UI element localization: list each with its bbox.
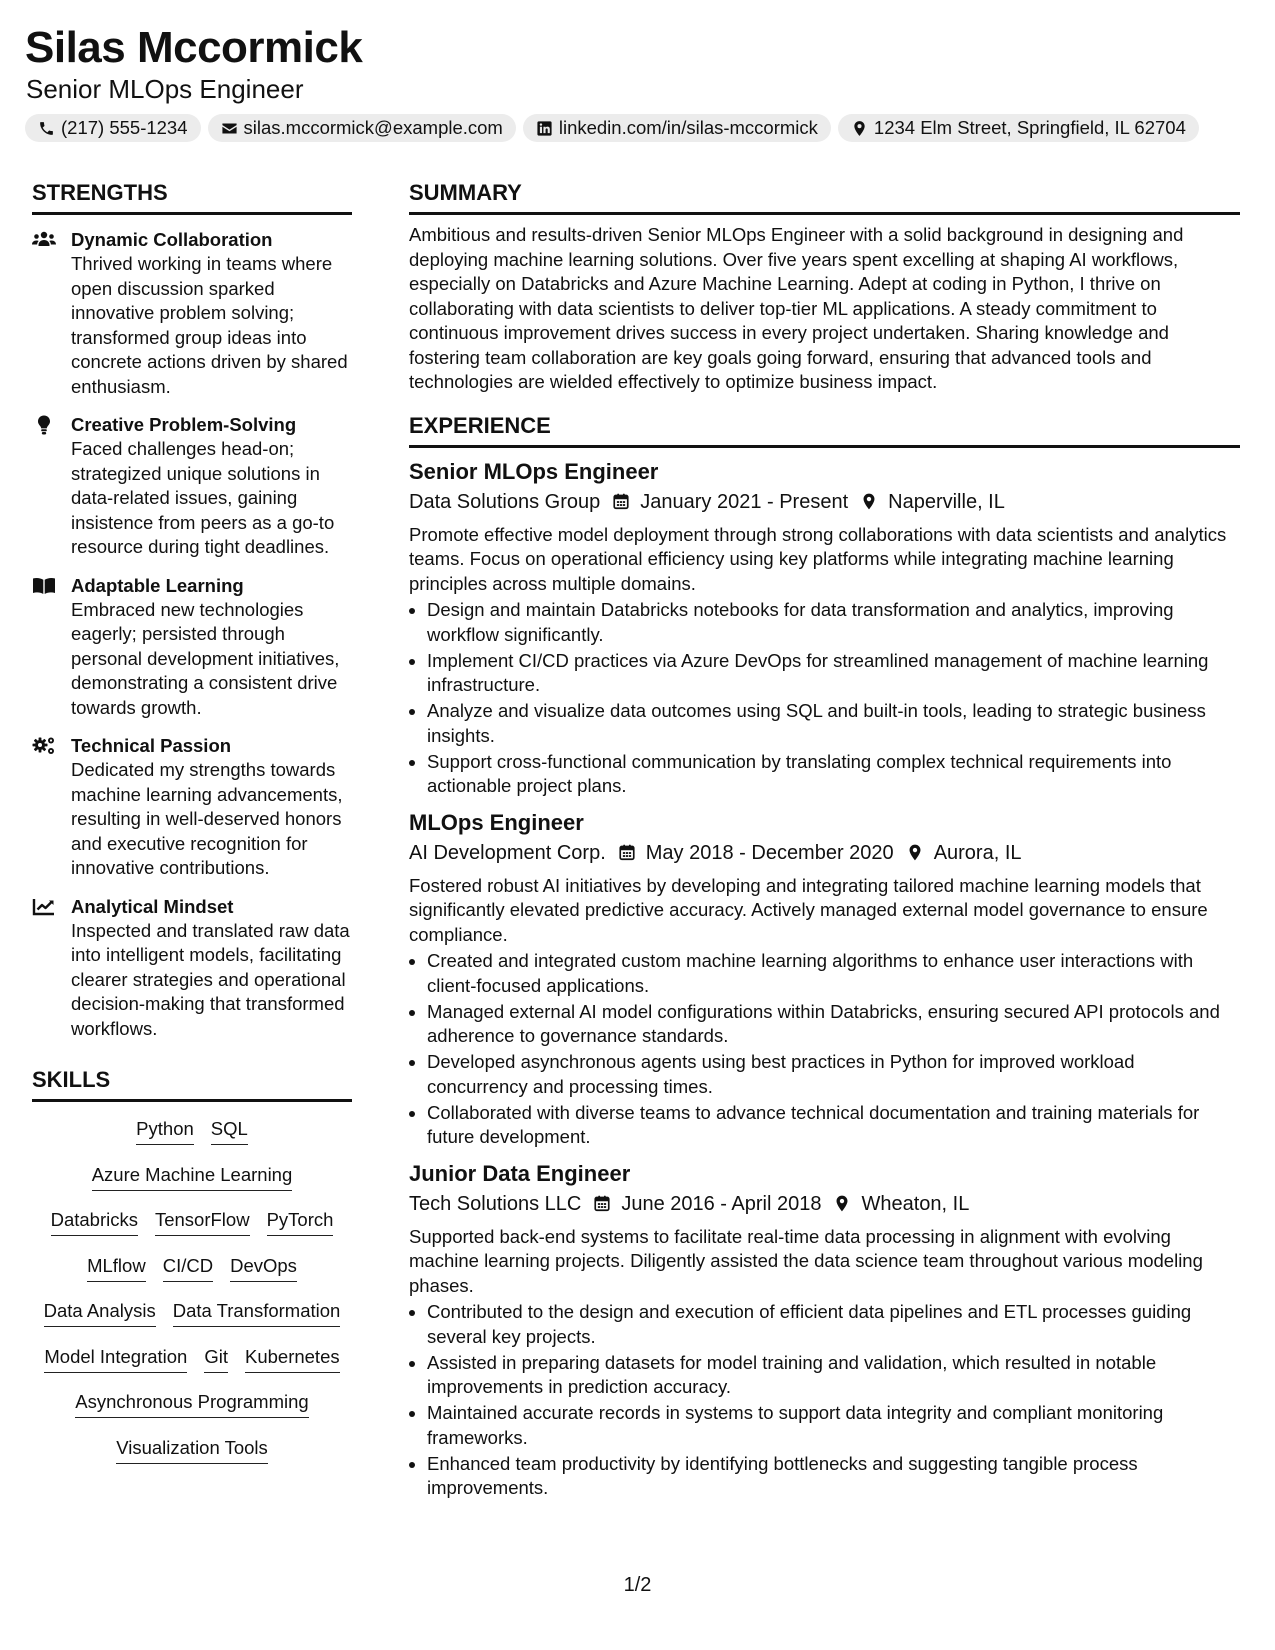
skill-tag: Azure Machine Learning [92, 1162, 293, 1191]
job-dates: June 2016 - April 2018 [621, 1192, 822, 1215]
job-entry [409, 1159, 1240, 1501]
chart-line-icon [32, 897, 56, 917]
strength-item [32, 227, 352, 399]
skill-tag: Databricks [51, 1207, 138, 1236]
skills-list [32, 1116, 352, 1480]
job-entry [409, 457, 1240, 799]
job-location: Naperville, IL [888, 490, 1005, 513]
strength-title: Analytical Mindset [71, 895, 234, 917]
skill-tag: Data Analysis [44, 1298, 156, 1327]
calendar-icon [612, 492, 630, 511]
lightbulb-icon [32, 415, 56, 435]
contact-phone[interactable] [25, 114, 201, 142]
right-column [409, 176, 1240, 1502]
skill-row [32, 1162, 352, 1208]
address-text: 1234 Elm Street, Springfield, IL 62704 [873, 117, 1186, 138]
skill-row [32, 1389, 352, 1435]
page-number: 1/2 [623, 1574, 652, 1596]
skill-tag: Git [204, 1344, 228, 1373]
job-bullet: • Created and integrated custom machine learning algorithms to enhance user interactions with client-focused applications. [427, 949, 1240, 998]
strength-item [32, 412, 352, 560]
skill-tag: MLflow [87, 1253, 146, 1282]
contact-address[interactable] [838, 114, 1199, 142]
strength-desc: Embraced new technologies eagerly; persisted through personal development initiatives, demonstrating a consistent drive towards growth. [71, 598, 340, 718]
job-dates: May 2018 - December 2020 [645, 841, 894, 864]
job-bullet: • Enhanced team productivity by identifying bottlenecks and suggesting tangible process improvements. [427, 1452, 1240, 1501]
phone-icon [38, 120, 55, 137]
job-bullet: • Collaborated with diverse teams to advance technical documentation and training materials for future development. [427, 1101, 1240, 1150]
skill-tag: Kubernetes [245, 1344, 340, 1373]
job-entry [409, 808, 1240, 1150]
job-company: Tech Solutions LLC [409, 1192, 582, 1215]
job-title: MLOps Engineer [409, 809, 584, 835]
job-bullets [409, 949, 1240, 1150]
map-marker-icon [851, 120, 868, 137]
envelope-icon [221, 120, 238, 137]
strength-title: Creative Problem-Solving [71, 414, 297, 435]
candidate-name: Silas Mccormick [25, 23, 363, 72]
job-description: Promote effective model deployment through strong collaborations with data scientists and analytics teams. Focus on operational efficiency using key platforms while integrating machine learning principles across multiple domains. [409, 523, 1227, 594]
job-bullet: • Assisted in preparing datasets for model training and validation, which resulted in notable improvements in prediction accuracy. [427, 1351, 1240, 1400]
strength-desc: Dedicated my strengths towards machine learning advancements, resulting in well-deserved honors and executive recognition for innovative contributions. [71, 759, 343, 878]
users-icon [32, 230, 56, 250]
skill-tag: DevOps [230, 1253, 297, 1282]
job-location: Wheaton, IL [861, 1192, 970, 1215]
contact-email[interactable] [208, 114, 516, 142]
job-location: Aurora, IL [933, 841, 1022, 864]
strength-title: Adaptable Learning [71, 574, 244, 596]
left-column [32, 176, 352, 1480]
strength-item [32, 894, 352, 1042]
job-bullets [409, 1300, 1240, 1501]
skill-tag: TensorFlow [155, 1207, 250, 1236]
job-title: Junior Data Engineer [409, 1160, 631, 1186]
skill-tag: Visualization Tools [116, 1435, 268, 1464]
calendar-icon [618, 843, 636, 862]
job-bullet: • Design and maintain Databricks notebooks for data transformation and analytics, improving workflow significantly. [427, 598, 1240, 647]
job-company: AI Development Corp. [409, 841, 606, 864]
phone-text: (217) 555-1234 [61, 117, 188, 138]
job-bullet: • Managed external AI model configurations within Databricks, ensuring secured API protocols and adherence to governance standards. [427, 1000, 1240, 1049]
strength-desc: Inspected and translated raw data into intelligent models, facilitating clearer strategies and operational decision-making that transformed workflows. [71, 919, 350, 1039]
linkedin-icon [536, 120, 553, 137]
strength-item [32, 573, 352, 721]
job-title: Senior MLOps Engineer [409, 458, 659, 484]
skills-heading: SKILLS [32, 1063, 352, 1102]
gears-icon [32, 736, 56, 756]
skill-row [32, 1435, 352, 1481]
strength-title: Dynamic Collaboration [71, 229, 273, 250]
map-marker-icon [906, 843, 924, 862]
job-bullet: • Analyze and visualize data outcomes using SQL and built-in tools, leading to strategic business insights. [427, 699, 1240, 748]
job-meta [409, 838, 1240, 868]
skill-tag: Asynchronous Programming [75, 1389, 308, 1418]
job-bullet: • Support cross-functional communication by translating complex technical requirements into actionable project plans. [427, 750, 1240, 799]
job-bullets [409, 598, 1240, 799]
contact-linkedin[interactable] [523, 114, 831, 142]
candidate-title: Senior MLOps Engineer [26, 74, 304, 104]
experience-heading: EXPERIENCE [409, 409, 1240, 448]
job-bullet: • Developed asynchronous agents using best practices in Python for improved workload concurrency and processing times. [427, 1050, 1240, 1099]
job-bullet: • Implement CI/CD practices via Azure DevOps for streamlined management of machine learning infrastructure. [427, 649, 1240, 698]
map-marker-icon [833, 1194, 851, 1213]
skill-tag: PyTorch [267, 1207, 334, 1236]
contact-bar [25, 114, 1199, 142]
skill-row [32, 1298, 352, 1344]
summary-text: Ambitious and results-driven Senior MLOps Engineer with a solid background in designing and deploying machine learning solutions. Over five years spent excelling at shaping AI workflows, especially on Databricks and Azure Machine Learning. Adept at coding in Python, I thrive on collaborating with data scientists to deliver top-tier ML applications. A steady commitment to continuous improvement drives success in every project undertaken. Sharing knowledge and fostering team collaboration are key goals going forward, ensuring that advanced tools and technologies are wielded effectively to optimize business impact. [409, 224, 1184, 392]
book-icon [32, 576, 56, 596]
skill-row [32, 1253, 352, 1299]
calendar-icon [593, 1194, 611, 1213]
email-text: silas.mccormick@example.com [243, 117, 503, 138]
strength-desc: Faced challenges head-on; strategized unique solutions in data-related issues, gaining insistence from peers as a go-to resource during tight deadlines. [71, 438, 335, 557]
strength-item [32, 733, 352, 881]
skill-tag: Data Transformation [173, 1298, 341, 1327]
strength-desc: Thrived working in teams where open discussion sparked innovative problem solving; transformed group ideas into concrete actions driven by shared enthusiasm. [71, 253, 348, 397]
map-marker-icon [860, 492, 878, 511]
summary-heading: SUMMARY [409, 176, 1240, 215]
skill-tag: Python [136, 1116, 194, 1145]
skill-tag: SQL [211, 1116, 248, 1145]
strengths-heading: STRENGTHS [32, 176, 352, 215]
skill-tag: Model Integration [44, 1344, 187, 1373]
job-meta [409, 1189, 1240, 1219]
job-meta [409, 487, 1240, 517]
job-bullet: • Maintained accurate records in systems to support data integrity and compliant monitoring frameworks. [427, 1401, 1240, 1450]
job-description: Fostered robust AI initiatives by developing and integrating tailored machine learning models that significantly elevated predictive accuracy. Actively managed external model governance to ensure compliance. [409, 874, 1208, 945]
job-description: Supported back-end systems to facilitate real-time data processing in alignment with evolving machine learning projects. Diligently assisted the data science team throughout various modeling phases. [409, 1225, 1203, 1296]
job-company: Data Solutions Group [409, 490, 601, 513]
skill-row [32, 1344, 352, 1390]
job-bullet: • Contributed to the design and execution of efficient data pipelines and ETL processes guiding several key projects. [427, 1300, 1240, 1349]
skill-tag: CI/CD [163, 1253, 213, 1282]
job-dates: January 2021 - Present [640, 490, 849, 513]
strength-title: Technical Passion [71, 735, 232, 756]
linkedin-text: linkedin.com/in/silas-mccormick [558, 117, 818, 138]
skill-row [32, 1116, 352, 1162]
skill-row [32, 1207, 352, 1253]
